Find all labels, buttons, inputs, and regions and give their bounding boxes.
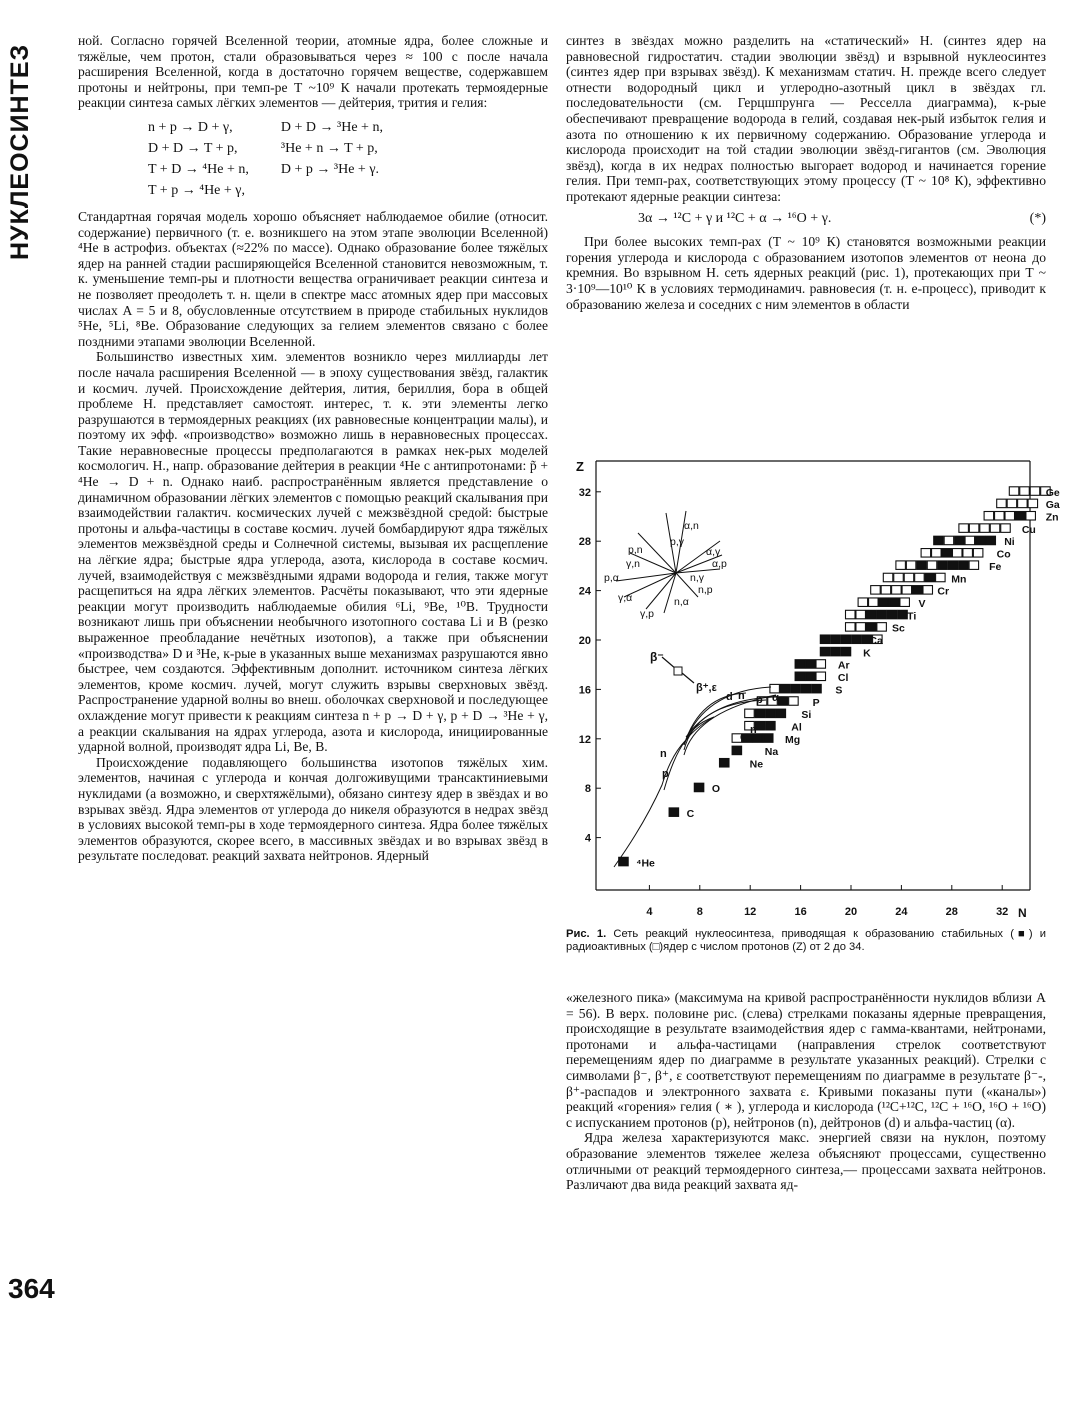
x-tick-label: 20 [844, 906, 858, 918]
radioactive-nuclide [902, 586, 912, 595]
radioactive-nuclide [927, 561, 937, 570]
nucleosynthesis-figure [566, 455, 1060, 925]
radioactive-nuclide [816, 672, 826, 681]
element-label: Fe [989, 560, 1002, 573]
element-label: Cr [937, 585, 950, 598]
element-label: Mg [784, 733, 801, 746]
paragraph: ной. Согласно горячей Вселенной теории, атомные ядра, более сложные и тяжёлые, чем протон, стали образовываться через ≈ 100 с после начала расширения Вселенной, когда в достаточно горячем веществе, содержавшем протоны и нейтроны, при темп-ре T ~10⁹ К начали протекать термоядерные реакции синтеза самых лёгких элементов — дейтерия, трития и гелия: [78, 33, 548, 111]
reaction [281, 180, 415, 201]
radioactive-nuclide [896, 561, 906, 570]
radioactive-nuclide [871, 586, 881, 595]
stable-nuclide [820, 647, 830, 656]
radioactive-nuclide [965, 536, 975, 545]
stable-nuclide [959, 561, 969, 570]
element-label: O [711, 783, 721, 796]
element-label: ⁴He [636, 857, 655, 870]
stable-nuclide [976, 536, 986, 545]
radioactive-nuclide [1005, 512, 1015, 521]
radioactive-nuclide [846, 623, 856, 632]
radioactive-nuclide [990, 524, 1000, 533]
beta-plus-arrow [682, 673, 694, 683]
paragraph: Ядра железа характеризуются макс. энергией связи на нуклон, поэтому образование элементов тяжелее железа объясняют процессами, существенно отличными от реакций термоядерного синтеза,— процессами захвата нейтронов. Различают два вида реакций захвата яд- [566, 1130, 1046, 1193]
radioactive-nuclide [745, 709, 755, 718]
paragraph: синтез в звёздах можно разделить на «статический» Н. (синтез ядер на равновесной гидростатич. стадии эволюции звёзд) и взрывной нуклеосинтез (синтез ядер при взрывах звёзд). К механизмам статич. Н. прежде всего следует отнести водородный цикл и углеродно-азотный цикл в звёздах гл. последовательности (см. Герцшпрунга — Ресселла диаграмма), к-рые обеспечивают превращение водорода в гелий, создавая нек-рый избыток гелия и азота по отношению к их первичному содержанию. Образование углерода и кислорода происходит на той стадии эволюции звёзд-гигантов (см. Эволюция звёзд), когда в их недрах полностью выгорает водород и начинается горение гелия. При темп-рах, соответствующих этому процессу (T ~ 10⁸ К), эффективно протекают ядерные реакции синтеза: [566, 33, 1046, 204]
stable-nuclide [755, 709, 765, 718]
y-tick-label: 32 [578, 486, 591, 499]
stable-nuclide [889, 598, 899, 607]
x-tick-label: 4 [646, 906, 653, 918]
element-label: Ni [1004, 536, 1015, 549]
element-label: Ne [749, 758, 764, 771]
decay-label: β⁻ [650, 650, 664, 664]
element-label: Ca [869, 635, 883, 647]
y-axis-label: Z [576, 459, 584, 474]
radioactive-nuclide [789, 697, 799, 706]
reaction: D + D → T + p, [148, 140, 238, 156]
stable-nuclide [694, 783, 704, 792]
channel-label: n [750, 724, 757, 736]
radioactive-nuclide [1020, 487, 1030, 496]
stable-nuclide [720, 759, 730, 768]
radioactive-nuclide [997, 499, 1007, 508]
stable-nuclide [955, 536, 965, 545]
element-label: Mn [951, 573, 967, 586]
x-tick-label: 16 [794, 906, 807, 918]
figure-caption [566, 928, 1046, 953]
stable-nuclide [917, 561, 927, 570]
stable-nuclide [806, 672, 816, 681]
reaction-label: p,n [628, 544, 643, 556]
stable-nuclide [925, 573, 935, 582]
y-tick-label: 28 [578, 536, 591, 549]
right-column-lower [566, 990, 1046, 1193]
stable-nuclide [801, 684, 811, 693]
stable-nuclide [778, 697, 788, 706]
reaction-label: γ,p [640, 608, 655, 620]
stable-nuclide [766, 721, 776, 730]
paragraph: Происхождение подавляющего большинства изотопов тяжёлых хим. элементов, начиная с углерода и кончая долгоживущими трансактиниевыми нуклидами (а возможно, и сверхтяжёлыми), обязано синтезу ядер в звёздах и во взрывах звёзд. Ядра элементов от углерода до никеля образуются в недрах звёзд в условиях высокой темп-ры в ходе термоядерного синтеза. Ядра более тяжёлых элементов образуются, скорее всего, в массивных звёздах и во взрывах звёзд в результате последоват. реакций захвата нейтронов. Ядерный [78, 754, 548, 864]
stable-nuclide [866, 610, 876, 619]
reaction-label: n,γ [690, 572, 705, 584]
radioactive-nuclide [963, 549, 973, 558]
radioactive-nuclide [881, 586, 891, 595]
stable-nuclide [732, 746, 742, 755]
radioactive-nuclide [846, 610, 856, 619]
radioactive-nuclide [944, 536, 954, 545]
reaction-channel-curve [684, 717, 714, 745]
paragraph: Большинство известных хим. элементов возникло через миллиарды лет после начала расширения Вселенной — в эпоху существования звёзд, галактик и космич. лучей. Происхождение дейтерия, лития, бериллия, бора в общей проблеме Н. представляет самостоят. интерес, т. к. эти элементы легко разрушаются в термоядерных реакциях (их равновесные концентрации малы), и поэтому их эфф. «производство» возможно лишь в неравновесных процессах. Такие неравновесные процессы предполагаются в рамках нек-рых моделей космологич. Н., напр. образование дейтерия в реакции ⁴He с антипротонами: p̃ + ⁴He → D + n. Однако наиб. распространённым является представление о динамичном образовании лёгких элементов с помощью реакций скалывания при взаимодействии галактич. космических лучей с межзвёздной средой: быстрые протоны и альфа-частицы в составе космич. лучей бомбардируют ядра тяжёлых элементов межзвёздной среды и Солнечной системы, вызывая их расщепление на лёгкие ядра; быстрые ядра углерода, азота, кислорода в составе космич. лучей, взаимодействуя с межзвёздными ядрами водорода и гелия, также могут расщепиться на ядра лёгких элементов. Расчёты показывают, что эти ядерные реакции могут производить наблюдаемые обилия ⁶Li, ⁹Be, ¹⁰B. Трудности возникают лишь при объяснении необычного изотопного состава Li и B (резко выраженное преобладание нечётных изотопов), а также при объяснении «производства» D и ³He, к-рые в указанных выше механизмах разрушаются явно быстрее, чем создаются. Эффективным дополнит. источником синтеза лёгких элементов, кроме космич. лучей, могут служить взрывы сверхновых звёзд. Распространение ударной волны во внеш. оболочках сверхновой и последующее охлаждение могут привести к реакциям синтеза n + p → D + γ, p + D → ³He + γ, а реакции скалывания на ядрах углерода, азота и кислорода, инициированные ударной волной, производят ядра Li, Be, B. [78, 349, 548, 755]
x-axis-label: N [1018, 906, 1027, 920]
stable-nuclide [776, 709, 786, 718]
radioactive-nuclide [995, 512, 1005, 521]
radioactive-nuclide [900, 598, 910, 607]
element-label: V [918, 597, 926, 610]
stable-nuclide [831, 647, 841, 656]
stable-nuclide [820, 635, 830, 644]
stable-nuclide [791, 684, 801, 693]
decay-node [674, 667, 682, 675]
stable-nuclide [948, 561, 958, 570]
element-label: Cu [1021, 523, 1036, 536]
radioactive-nuclide [921, 549, 931, 558]
stable-nuclide [877, 610, 887, 619]
element-label: Co [996, 548, 1011, 561]
reaction-label: p,γ [670, 536, 685, 548]
stable-nuclide [866, 623, 876, 632]
page-number: 364 [8, 1273, 55, 1304]
channel-label: p [662, 768, 669, 780]
stable-nuclide [831, 635, 841, 644]
stable-nuclide [795, 672, 805, 681]
channel-label: p [756, 694, 763, 706]
stable-nuclide [913, 586, 923, 595]
reaction-network-diagram [566, 455, 1060, 925]
reaction: n + p → D + γ, [148, 119, 233, 135]
stable-nuclide [780, 684, 790, 693]
radioactive-nuclide [1009, 487, 1019, 496]
element-label: K [863, 647, 871, 660]
radioactive-nuclide [1030, 487, 1040, 496]
stable-nuclide [841, 635, 851, 644]
reaction-channel-curve [664, 717, 714, 790]
element-label: P [812, 696, 820, 709]
element-label: Ar [837, 659, 850, 672]
channel-label: α [740, 731, 747, 743]
radioactive-nuclide [952, 549, 962, 558]
equation-number: (*) [1029, 210, 1046, 226]
reaction-label: γ,n [626, 558, 641, 570]
reaction-label: n,α [674, 596, 689, 608]
radioactive-nuclide [877, 623, 887, 632]
channel-label: d [726, 691, 733, 703]
y-tick-label: 8 [584, 783, 591, 796]
stable-nuclide [841, 647, 851, 656]
radioactive-nuclide [856, 623, 866, 632]
radioactive-nuclide [1001, 524, 1011, 533]
y-tick-label: 12 [578, 733, 591, 746]
reaction: D + p → ³He + γ. [280, 161, 380, 177]
radioactive-nuclide [932, 549, 942, 558]
equation [566, 211, 1046, 227]
radioactive-nuclide [892, 586, 902, 595]
radioactive-nuclide [883, 573, 893, 582]
reaction: T + D → ⁴He + n, [148, 161, 249, 177]
stable-nuclide [938, 561, 948, 570]
x-tick-label: 32 [996, 906, 1009, 918]
x-tick-label: 8 [696, 906, 703, 918]
radioactive-nuclide [869, 598, 879, 607]
reaction-label: α,p [712, 558, 727, 570]
radioactive-nuclide [1007, 499, 1017, 508]
radioactive-nuclide [936, 573, 946, 582]
radioactive-nuclide [915, 573, 925, 582]
caption-text: Сеть реакций нуклеосинтеза, приводящая к образованию стабильных (■) и радиоактивных (□)ядер с числом протонов (Z) от 2 до 34. [566, 928, 1046, 953]
y-tick-label: 4 [584, 832, 591, 845]
radioactive-nuclide [959, 524, 969, 533]
y-tick-label: 16 [578, 684, 591, 697]
radioactive-nuclide [906, 561, 916, 570]
reaction-list [148, 117, 548, 201]
stable-nuclide [986, 536, 996, 545]
radioactive-nuclide [923, 586, 933, 595]
radioactive-nuclide [894, 573, 904, 582]
reaction-label: α,n [684, 520, 699, 532]
reaction-label: p,α [604, 572, 619, 584]
reaction: T + p → ⁴He + γ, [148, 182, 245, 198]
element-label: Sc [892, 622, 905, 635]
right-column [566, 33, 1046, 312]
element-label: Na [764, 746, 779, 759]
x-tick-label: 12 [744, 906, 757, 918]
element-label: Si [801, 709, 812, 722]
stable-nuclide [898, 610, 908, 619]
equation-body: 3α → ¹²C + γ и ¹²C + α → ¹⁶O + γ. [638, 210, 832, 226]
radioactive-nuclide [969, 561, 979, 570]
y-tick-label: 20 [578, 635, 591, 647]
stable-nuclide [1015, 512, 1025, 521]
element-label: Ga [1045, 499, 1060, 512]
element-label: Al [791, 721, 802, 734]
stable-nuclide [669, 808, 679, 817]
stable-nuclide [812, 684, 822, 693]
element-label: Cl [837, 672, 849, 685]
stable-nuclide [795, 660, 805, 669]
reaction-label: n,p [698, 584, 713, 596]
element-label: C [686, 807, 695, 820]
stable-nuclide [942, 549, 952, 558]
radioactive-nuclide [1028, 499, 1038, 508]
left-column [78, 33, 548, 864]
reaction: D + D → ³He + n, [280, 119, 383, 135]
reaction: ³He + n → T + p, [280, 140, 378, 156]
paragraph: Стандартная горячая модель хорошо объясняет наблюдаемое обилие (относит. содержание) первичного (т. е. возникшего на этом этапе эволюции Вселенной) ⁴He в астрофиз. объектах (≈22% по массе). Однако образование более тяжёлых ядер на ранней стадии расширяющейся Вселенной становится невозможным, т. к. уменьшение темп-ры и плотности вещества ограничивает реакции синтеза и не позволяет преодолеть т. н. щели в спектре масс атомных ядер при массовых числах A = 5 и 8, обусловленные отсутствием в природе стабильных нуклидов ⁵He, ⁵Li, ⁸Be. Образование следующих за гелием элементов связано с более поздними этапами эволюции Вселенной. [78, 208, 548, 349]
section-title: НУКЛЕОСИНТЕЗ [6, 43, 34, 260]
reaction-arrow [646, 573, 676, 609]
stable-nuclide [879, 598, 889, 607]
radioactive-nuclide [1026, 512, 1036, 521]
radioactive-nuclide [858, 598, 868, 607]
stable-nuclide [852, 635, 862, 644]
element-label: S [835, 684, 843, 697]
radioactive-nuclide [973, 549, 983, 558]
radioactive-nuclide [856, 610, 866, 619]
radioactive-nuclide [984, 512, 994, 521]
stable-nuclide [934, 536, 944, 545]
paragraph: «железного пика» (максимума на кривой распространённости нуклидов вблизи A = 56). В верх. половине рис. (слева) стрелками показаны ядерные превращения, происходящие в результате взаимодействия ядер с гамма-квантами, нейтронами, протонами и альфа-частицами (направления стрелок соответствуют перемещениям ядер по диаграмме в результате указанных реакций). Стрелки с символами β⁻, β⁺, ε соответствуют перемещениям по диаграмме в результате β⁻-, β⁺-распадов и электронного захвата ε. Кривыми показаны пути («каналы») реакций «горения» гелия ( ∗ ), углерода и кислорода (¹²C+¹²C, ¹²C + ¹⁶O, ¹⁶O + ¹⁶O) с испусканием протонов (p), нейтронов (n), дейтронов (d) и альфа-частиц (α). [566, 990, 1046, 1130]
channel-label: n [660, 748, 667, 760]
reaction-label: α,γ [706, 546, 721, 558]
paragraph: При более высоких темп-рах (T ~ 10⁹ К) становятся возможными реакции горения углерода и кислорода с образованием изотопов элементов от неона до кремния. Во взрывном Н. сеть ядерных реакций (рис. 1), протекающих при T ~ 3·10⁹—10¹⁰ К в условиях термодинамич. равновесия (т. н. e-процесс), приводит к образованию железа и соседних с ним элементов в области [566, 234, 1046, 312]
radioactive-nuclide [816, 660, 826, 669]
decay-label: β⁺,ε [696, 682, 717, 694]
y-tick-label: 24 [578, 585, 591, 598]
stable-nuclide [766, 709, 776, 718]
caption-label: Рис. 1. [566, 928, 607, 940]
stable-nuclide [806, 660, 816, 669]
element-label: Ge [1045, 486, 1060, 499]
channel-label: α [772, 692, 779, 704]
channel-label: n [738, 690, 745, 702]
stable-nuclide [887, 610, 897, 619]
radioactive-nuclide [904, 573, 914, 582]
element-label: Ti [907, 610, 917, 623]
radioactive-nuclide [1018, 499, 1028, 508]
element-label: Zn [1045, 511, 1059, 524]
radioactive-nuclide [980, 524, 990, 533]
reaction-label: γ,α [618, 592, 633, 604]
x-tick-label: 28 [945, 906, 958, 918]
stable-nuclide [763, 734, 773, 743]
x-tick-label: 24 [895, 906, 908, 918]
radioactive-nuclide [969, 524, 979, 533]
